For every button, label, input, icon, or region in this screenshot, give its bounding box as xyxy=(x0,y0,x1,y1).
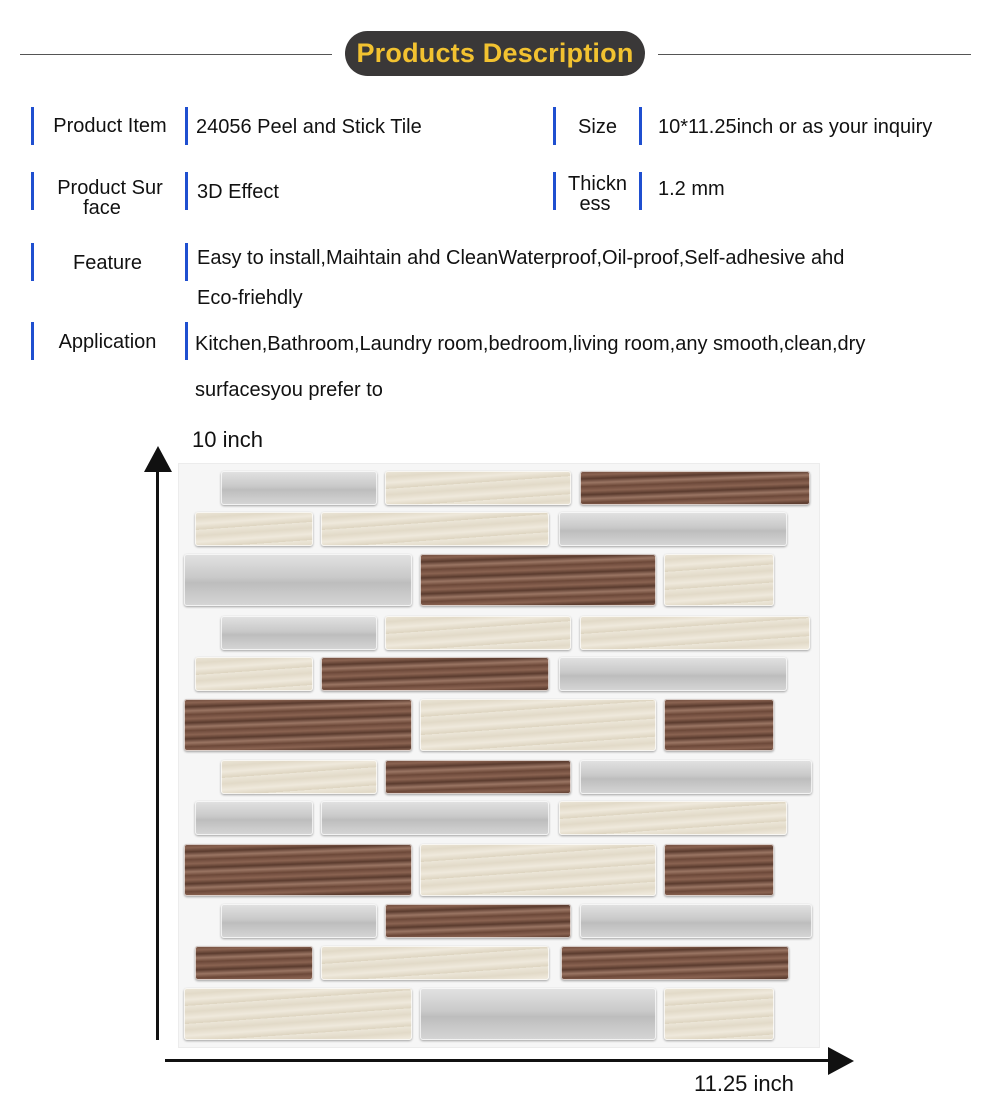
section-title xyxy=(345,31,645,76)
product-item-label: Product Item xyxy=(53,115,167,137)
tile-silver xyxy=(420,988,656,1040)
feature-value xyxy=(197,238,957,318)
tile-cream xyxy=(580,616,810,650)
surface-label-line1: Product Sur xyxy=(57,177,163,199)
thickness-value: 1.2 mm xyxy=(658,178,725,200)
tile-cream xyxy=(195,657,313,691)
divider-bar xyxy=(185,243,188,281)
tile-silver xyxy=(221,471,377,505)
tile-cream xyxy=(385,471,571,505)
thickness-label-line2: ess xyxy=(579,193,611,215)
surface-label-line2: face xyxy=(83,197,121,219)
tile-brown xyxy=(420,554,656,606)
tile-brown xyxy=(561,946,789,980)
tile-silver xyxy=(221,904,377,938)
size-label: Size xyxy=(578,116,617,138)
tile-brown xyxy=(195,946,313,980)
tile-product-image xyxy=(178,463,820,1048)
feature-value-line1: Easy to install,Maihtain ahd CleanWaterproof,Oil-proof,Self-adhesive ahd xyxy=(197,247,845,269)
tile-cream xyxy=(559,801,787,835)
divider-bar xyxy=(31,243,34,281)
thickness-label-line1: Thickn xyxy=(568,173,627,195)
vertical-dimension-line xyxy=(156,468,159,1040)
header-rule-right xyxy=(658,54,971,55)
feature-value-line2: Eco-friehdly xyxy=(197,287,303,309)
divider-bar xyxy=(31,107,34,145)
tile-silver xyxy=(195,801,313,835)
tile-cream xyxy=(321,512,549,546)
divider-bar xyxy=(31,322,34,360)
tile-silver xyxy=(321,801,549,835)
tile-silver xyxy=(580,760,812,794)
tile-cream xyxy=(221,760,377,794)
arrow-right-icon xyxy=(828,1047,854,1075)
divider-bar xyxy=(639,172,642,210)
width-dimension-label: 11.25 inch xyxy=(694,1071,794,1096)
tile-silver xyxy=(559,657,787,691)
tile-silver xyxy=(221,616,377,650)
header-rule-left xyxy=(20,54,332,55)
tile-cream xyxy=(184,988,412,1040)
divider-bar xyxy=(31,172,34,210)
application-value-line2: surfacesyou prefer to xyxy=(195,379,383,401)
tile-cream xyxy=(385,616,571,650)
application-value xyxy=(195,321,975,413)
tile-silver xyxy=(559,512,787,546)
arrow-up-icon xyxy=(144,446,172,472)
section-title-text: Products Description xyxy=(356,38,634,68)
tile-cream xyxy=(664,988,774,1040)
tile-silver xyxy=(580,904,812,938)
tile-brown xyxy=(385,904,571,938)
feature-label: Feature xyxy=(73,252,142,274)
divider-bar xyxy=(185,172,188,210)
product-item-value: 24056 Peel and Stick Tile xyxy=(196,116,422,138)
application-label: Application xyxy=(58,331,157,353)
tile-brown xyxy=(664,844,774,896)
horizontal-dimension-line xyxy=(165,1059,833,1062)
tile-cream xyxy=(420,844,656,896)
height-dimension-label: 10 inch xyxy=(192,427,263,452)
tile-cream xyxy=(420,699,656,751)
tile-brown xyxy=(184,844,412,896)
surface-value: 3D Effect xyxy=(197,181,279,203)
tile-brown xyxy=(664,699,774,751)
application-value-line1: Kitchen,Bathroom,Laundry room,bedroom,living room,any smooth,clean,dry xyxy=(195,333,866,355)
divider-bar xyxy=(553,107,556,145)
divider-bar xyxy=(553,172,556,210)
divider-bar xyxy=(185,107,188,145)
tile-brown xyxy=(184,699,412,751)
tile-brown xyxy=(385,760,571,794)
size-value: 10*11.25inch or as your inquiry xyxy=(658,116,933,138)
divider-bar xyxy=(639,107,642,145)
tile-brown xyxy=(580,471,810,505)
tile-cream xyxy=(195,512,313,546)
tile-silver xyxy=(184,554,412,606)
tile-cream xyxy=(321,946,549,980)
tile-brown xyxy=(321,657,549,691)
tile-cream xyxy=(664,554,774,606)
divider-bar xyxy=(185,322,188,360)
